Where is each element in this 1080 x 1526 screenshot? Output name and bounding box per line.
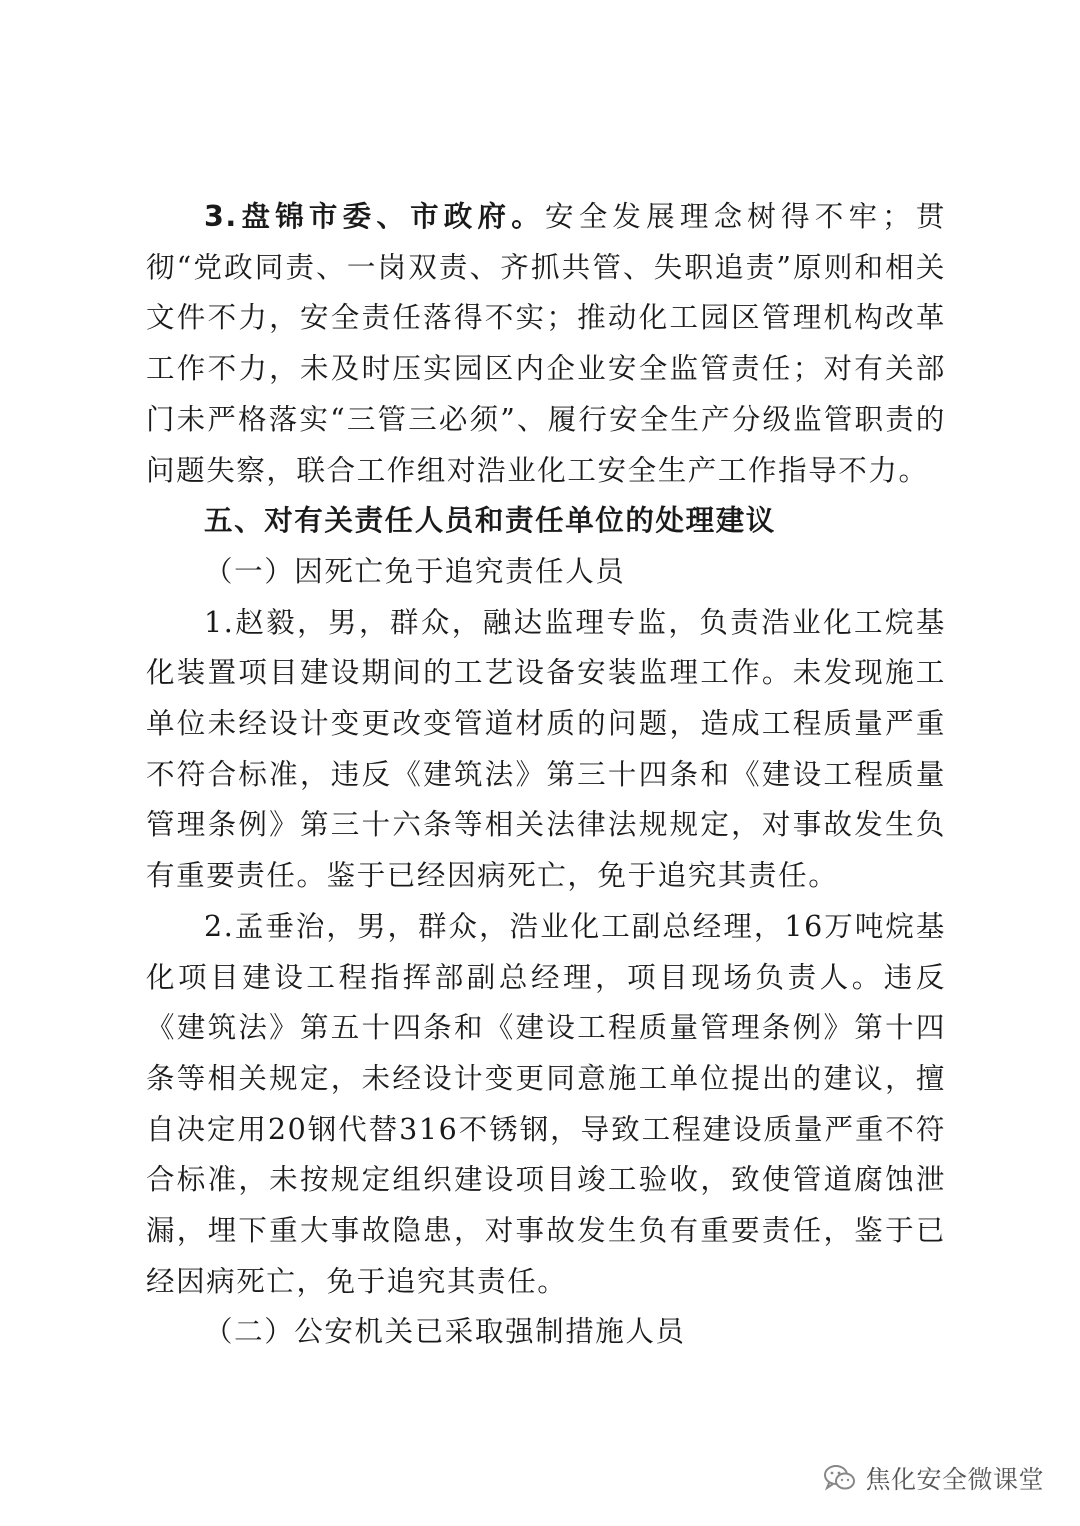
watermark	[823, 1460, 1044, 1496]
section-3-body: 安全发展理念树得不牢；贯彻“党政同责、一岗双责、齐抓共管、失职追责”原则和相关文件不力，安全责任落得不实；推动化工园区管理机构改革工作不力，未及时压实园区内企业安全监管责任；对有关部门未严格落实“三管三必须”、履行安全生产分级监管职责的问题失察，联合工作组对浩业化工安全生产工作指导不力。	[146, 200, 946, 487]
subsection-1-heading: （一）因死亡免于追究责任人员	[204, 554, 626, 588]
paragraph-item-1: 1.赵毅，男，群众，融达监理专监，负责浩业化工烷基化装置项目建设期间的工艺设备安装监理工作。未发现施工单位未经设计变更改变管道材质的问题，造成工程质量严重不符合标准，违反《建筑法》第三十四条和《建设工程质量管理条例》第三十六条等相关法律法规规定，对事故发生负有重要责任。鉴于已经因病死亡，免于追究其责任。	[146, 605, 946, 893]
watermark-text: 焦化安全微课堂	[865, 1465, 1044, 1494]
section-5-heading: 五、对有关责任人员和责任单位的处理建议	[204, 504, 776, 538]
wechat-icon	[823, 1464, 857, 1492]
paragraph-section-3	[146, 192, 946, 496]
subsection-2-heading: （二）公安机关已采取强制措施人员	[204, 1315, 686, 1349]
section-3-lead: 3.盘锦市委、市政府。	[204, 200, 545, 233]
paragraph-item-2: 2.孟垂治，男，群众，浩业化工副总经理，16万吨烷基化项目建设工程指挥部副总经理，项目现场负责人。违反《建筑法》第五十四条和《建设工程质量管理条例》第十四条等相关规定，未经设计变更同意施工单位提出的建议，擅自决定用20钢代替316不锈钢，导致工程建设质量严重不符合标准，未按规定组织建设项目竣工验收，致使管道腐蚀泄漏，埋下重大事故隐患，对事故发生负有重要责任，鉴于已经因病死亡，免于追究其责任。	[146, 909, 946, 1298]
document-body	[146, 192, 946, 1358]
